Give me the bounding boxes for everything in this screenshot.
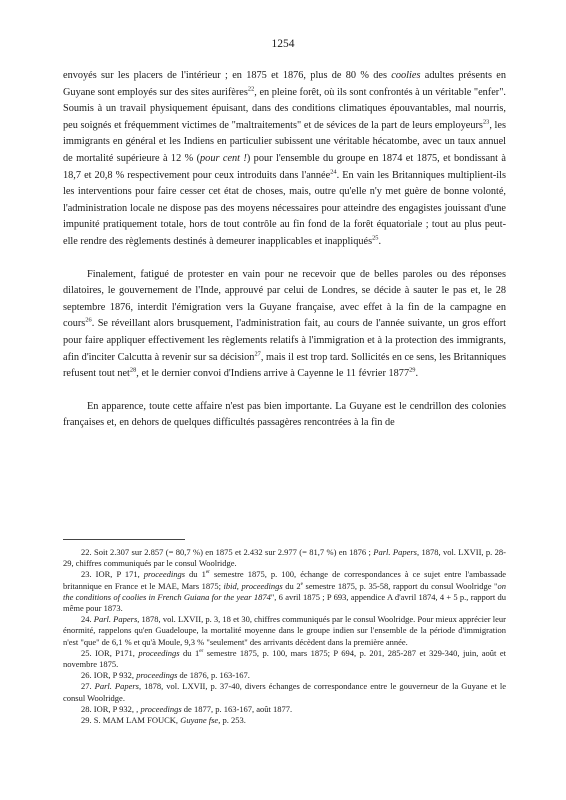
italic-text: on the conditions of coolies in French Guiana for the year 1874 — [63, 580, 507, 602]
superscript: 29 — [409, 366, 416, 374]
italic-text: Parl. Papers — [373, 547, 417, 557]
superscript: 26 — [85, 316, 92, 324]
footnote: 28. IOR, P 932, , proceedings de 1877, p. 163-167, août 1877. — [81, 703, 293, 714]
italic-text: Guyane fse — [180, 715, 219, 726]
italic-text: proceedings — [138, 647, 180, 658]
superscript: 23 — [482, 118, 490, 126]
italic-text: Parl. Papers — [93, 614, 138, 625]
page-number: 1254 — [271, 38, 295, 50]
paragraph: Finalement, fatigué de protester en vain pour ne recevoir que de belles paroles ou des réponses dilatoires, le gouvernement de l'Inde, approuvé par celui de Londres, se décide à sauter le pas et, le 28 septembre 1876, interdit l'émigration vers la Guyane française, avec effet à la fin de la campagne en cours$^{26}$. Se réveillant alors brusquement, l'administration fait, au cours de l'année suivante, un gros effort pour faire appliquer effectivement les règlements relatifs à l'immigration et à la protection des immigrants, afin d'inciter Calcutta à revenir sur sa décision$^{27}$, mais il est trop tard. Sollicités en ce sens, les Britanniques refusent tout net$^{28}$, et le dernier convoi d'Indiens arrive à Cayenne le 11 février 1877$^{29}$. — [63, 268, 506, 380]
footnote: 24. Parl. Papers, 1878, vol. LXVII, p. 3, 18 et 30, chiffres communiqués par le consul Woolridge. Pour mieux apprécier leur énormité, rappelons qu'en Guadeloupe, la mortalité moyenne dans le groupe indien sur l'ensemble de la période d'immigration n'est "que" de 6,1 % et qu'à Moule, 9,3 % "seulement" des arrivants décèdent dans la première année. — [63, 614, 506, 647]
italic-text: proceedings — [241, 580, 283, 591]
italic-text: Parl. Papers — [94, 681, 139, 692]
superscript: 22 — [247, 85, 255, 93]
body-text — [63, 68, 506, 432]
footnote: 23. IOR, P 171, proceedings du 1er semestre 1875, p. 100, échange de correspondances à ce sujet entre l'ambassade britannique en France et le MAE, Mars 1875; ibid, proceedings du 2e semestre 1875, p. 35-58, rapport du consul Woolridge "on the conditions of coolies in French Guiana for the year 1874", 6 avril 1875 ; P 693, appendice A d'avril 1874, 4 + 5 p., rapport du même pour 1873. — [63, 569, 507, 614]
italic-text: ibid — [223, 580, 237, 591]
superscript: er — [199, 648, 204, 654]
italic-text: proceedings — [140, 703, 182, 714]
superscript: 28 — [129, 366, 137, 374]
superscript: 25 — [372, 234, 379, 242]
superscript: e — [300, 580, 303, 587]
footnote: 22. Soit 2.307 sur 2.857 (= 80,7 %) en 1875 et 2.432 sur 2.977 (= 81,7 %) en 1876 ; Parl. Papers, 1878, vol. LXVII, p. 28-29, chiffres communiqués par le consul Woolridge. — [63, 547, 506, 569]
footnote: 25. IOR, P171, proceedings du 1er semestre 1875, p. 100, mars 1875; P 694, p. 201, 285-287 et 329-340, juin, août et novembre 1875. — [63, 647, 506, 670]
paragraph: En apparence, toute cette affaire n'est pas bien importante. La Guyane est le cendrillon des colonies françaises et, en dehors de quelques difficultés passagères rencontrées à la fin de — [63, 400, 506, 429]
italic-text: coolies — [391, 70, 421, 81]
superscript: er — [205, 569, 210, 576]
footnotes — [63, 547, 506, 726]
superscript: 24 — [330, 168, 337, 176]
footnote: 26. IOR, P 932, proceedings de 1876, p. 163-167. — [81, 670, 250, 681]
paragraph: envoyés sur les placers de l'intérieur ; en 1875 et 1876, plus de 80 % des coolies adultes présents en Guyane sont employés sur des sites aurifères$^{22}$, en pleine forêt, où ils sont confrontés à un véritable "enfer". Soumis à un travail physiquement épuisant, dans des conditions climatiques épouvantables, mal nourris, peu soignés et fréquemment victimes de "maltraitements" et de sévices de la part de leurs employeurs$^{23}$, les immigrants en général et les Indiens en particulier subissent une véritable hécatombe, avec un taux annuel de mortalité supérieure à 12 % (pour cent !) pour l'ensemble du groupe en 1874 et 1875, et bondissant à 18,7 et 20,8 % respectivement pour ceux introduits dans l'année$^{24}$. En vain les Britanniques multiplient-ils les interventions pour faire cesser cet état de choses, mais, outre qu'elle n'y met guère de bonne volonté, l'administration locale ne dispose pas des moyens nécessaires pour atteindre des engagistes jouissant d'une impunité pratiquement totale, hors de tout contrôle au fin fond de la forêt équatoriale ; tout au plus peut-elle rendre des règlements destinés à demeurer inapplicables et inappliqués$^{25}$. — [63, 70, 506, 247]
footnote-separator — [63, 539, 185, 540]
footnote: 29. S. MAM LAM FOUCK, Guyane fse, p. 253. — [81, 715, 246, 726]
footnote: 27. Parl. Papers, 1878, vol. LXVII, p. 37-40, divers échanges de correspondance entre le gouverneur de la Guyane et le consul Woolridge. — [63, 681, 506, 703]
italic-text: proceedings — [136, 670, 178, 681]
italic-text: pour cent ! — [200, 152, 247, 164]
superscript: 27 — [254, 350, 261, 358]
italic-text: proceedings — [143, 569, 186, 580]
